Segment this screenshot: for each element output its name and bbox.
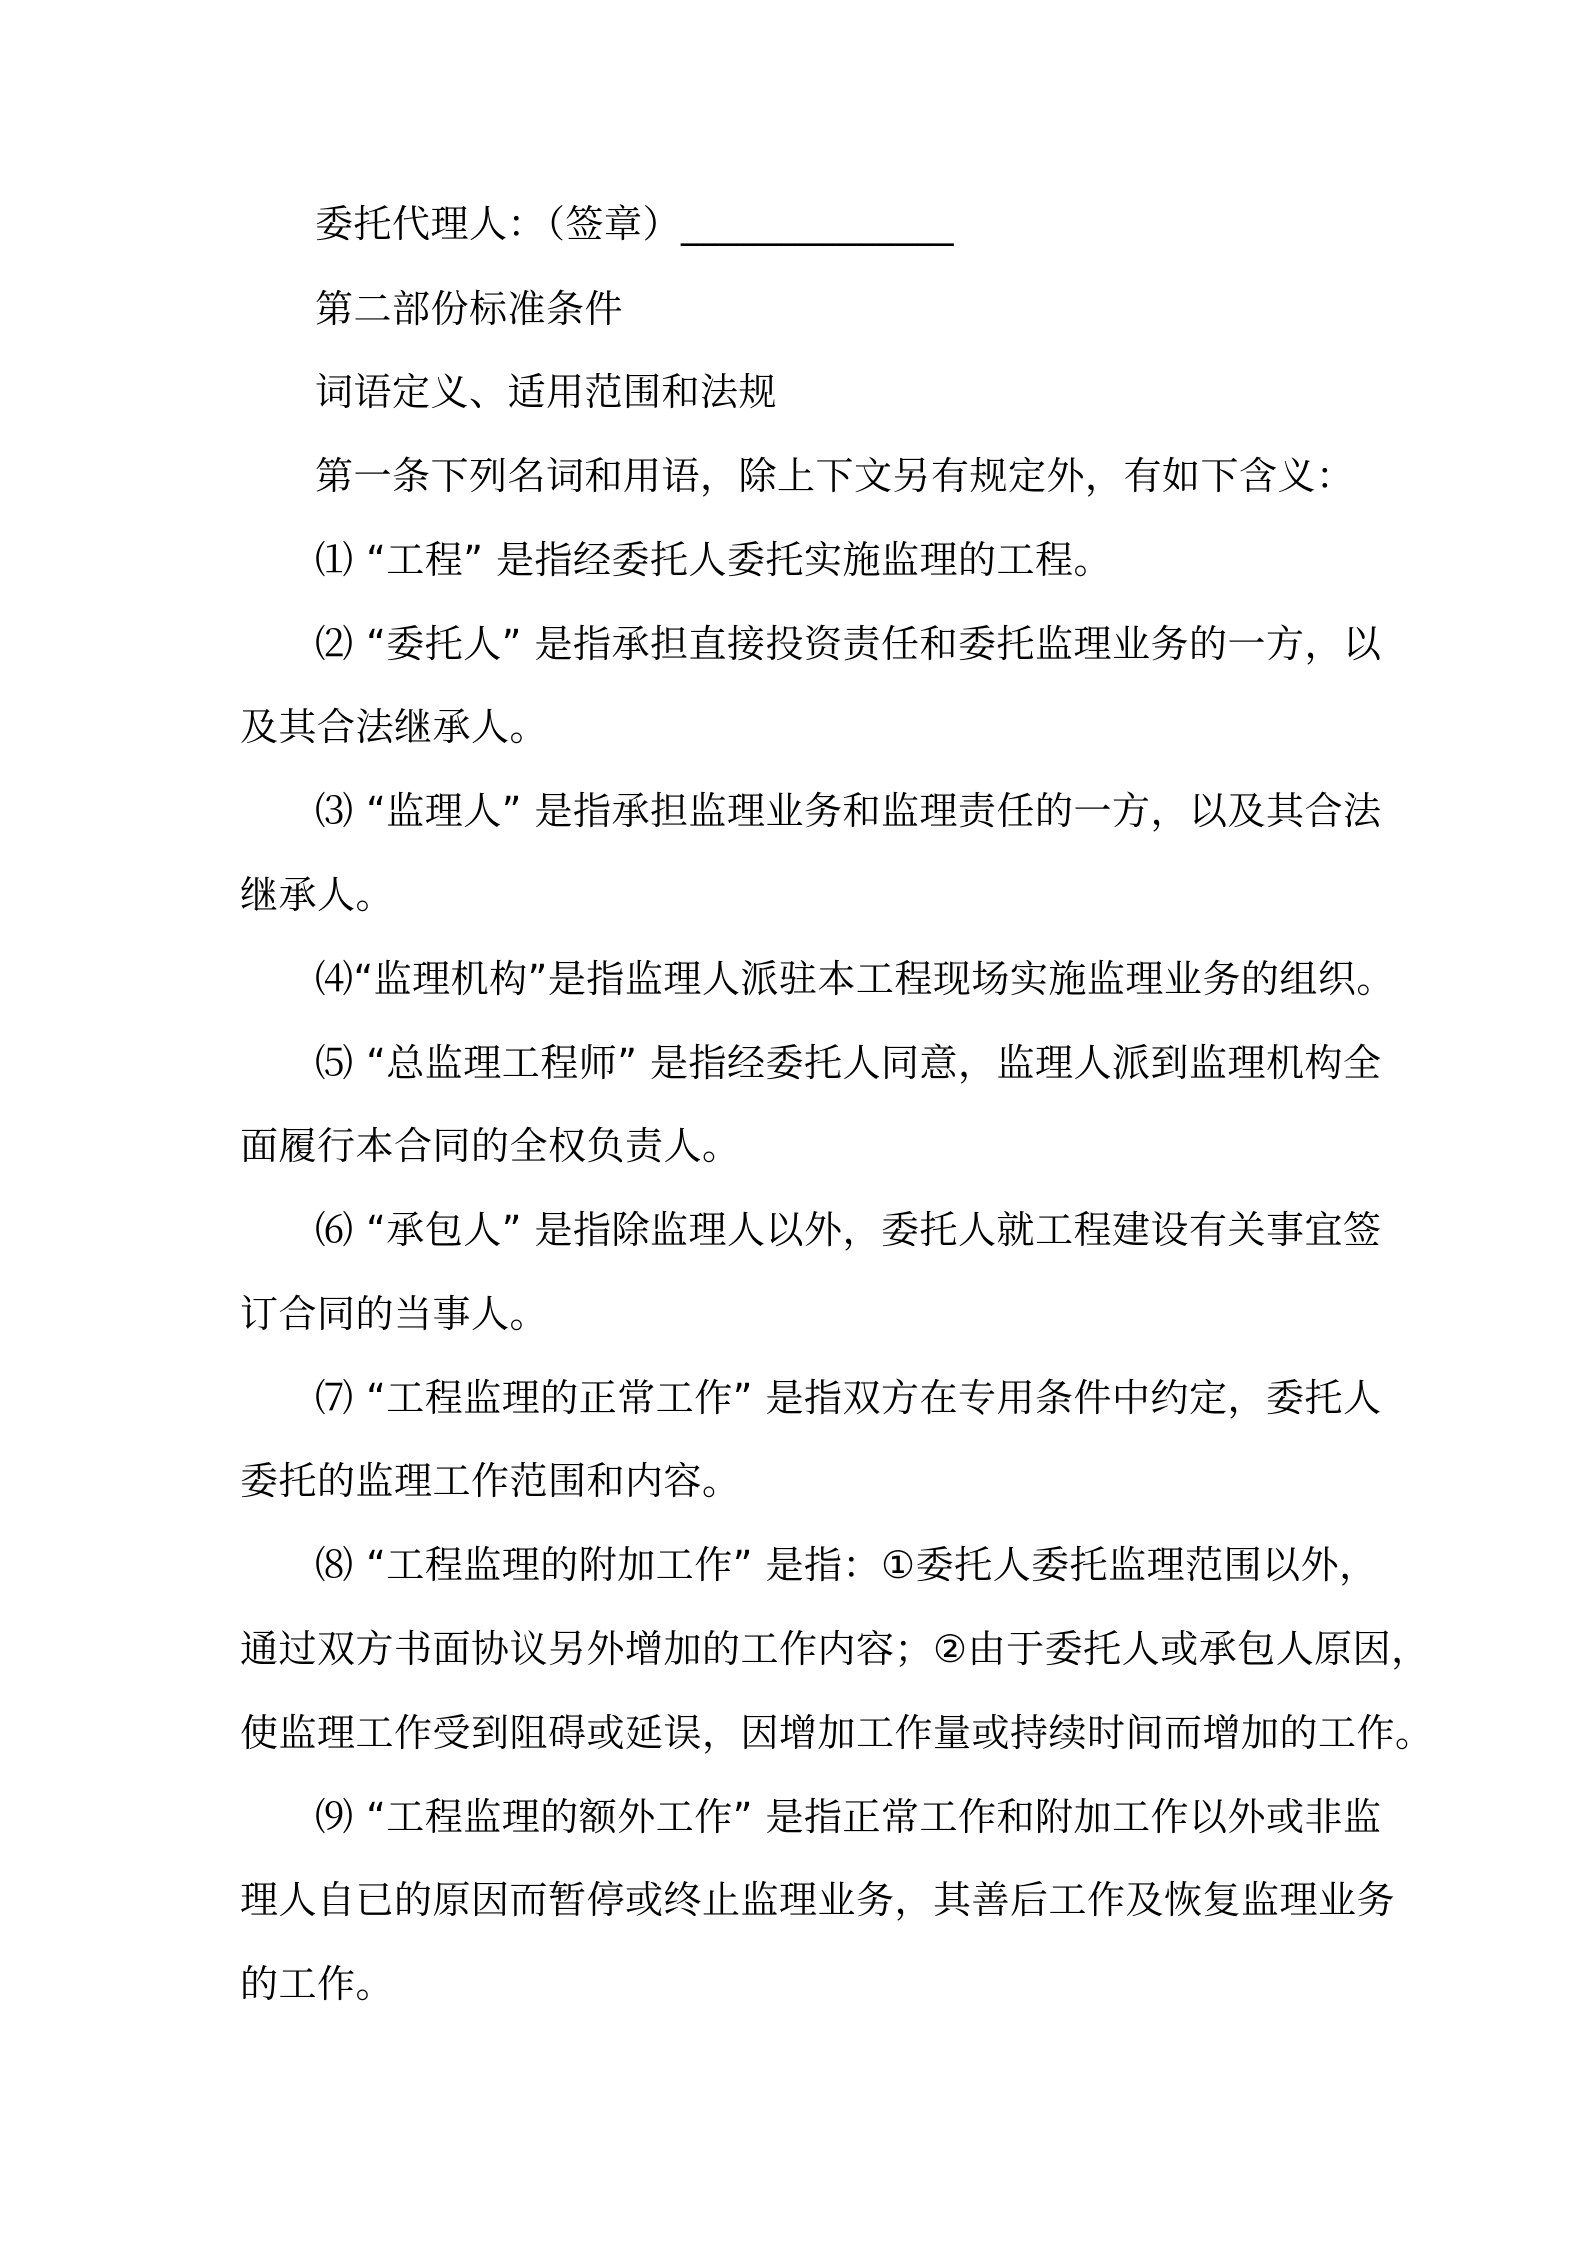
definition-6-cont: 订合同的当事人。 [240,1292,549,1336]
definition-8-cont-1: 通过双方书面协议另外增加的工作内容；②由于委托人或承包人原因， [240,1627,1430,1671]
definition-4: ⑷“监理机构”是指监理人派驻本工程现场实施监理业务的组织。 [315,957,1395,1001]
part-heading: 第二部份标准条件 [315,287,624,331]
definition-7: ⑺ “工程监理的正常工作” 是指双方在专用条件中约定，委托人 [315,1376,1382,1420]
definition-3: ⑶ “监理人” 是指承担监理业务和监理责任的一方，以及其合法 [315,789,1382,833]
definition-9-cont-2: 的工作。 [240,1962,395,2006]
definition-7-cont: 委托的监理工作范围和内容。 [240,1459,741,1503]
definition-5: ⑸ “总监理工程师” 是指经委托人同意，监理人派到监理机构全 [315,1041,1382,1085]
section-heading: 词语定义、适用范围和法规 [315,370,778,414]
definition-5-cont: 面履行本合同的全权负责人。 [240,1124,741,1168]
definition-6: ⑹ “承包人” 是指除监理人以外，委托人就工程建设有关事宜签 [315,1208,1382,1252]
definition-9: ⑼ “工程监理的额外工作” 是指正常工作和附加工作以外或非监 [315,1795,1382,1839]
definition-1: ⑴ “工程” 是指经委托人委托实施监理的工程。 [315,538,1113,582]
article-1-intro: 第一条下列名词和用语，除上下文另有规定外，有如下含义： [315,454,1355,498]
definition-2-cont: 及其合法继承人。 [240,705,549,749]
definition-8-cont-2: 使监理工作受到阻碍或延误，因增加工作量或持续时间而增加的工作。 [240,1711,1434,1755]
definition-8: ⑻ “工程监理的附加工作” 是指：①委托人委托监理范围以外， [315,1543,1378,1587]
definition-3-cont: 继承人。 [240,873,395,917]
signature-line: 委托代理人：（签章）______________ [315,202,955,246]
definition-9-cont-1: 理人自已的原因而暂停或终止监理业务，其善后工作及恢复监理业务 [240,1878,1396,1922]
definition-2: ⑵ “委托人” 是指承担直接投资责任和委托监理业务的一方，以 [315,622,1382,666]
